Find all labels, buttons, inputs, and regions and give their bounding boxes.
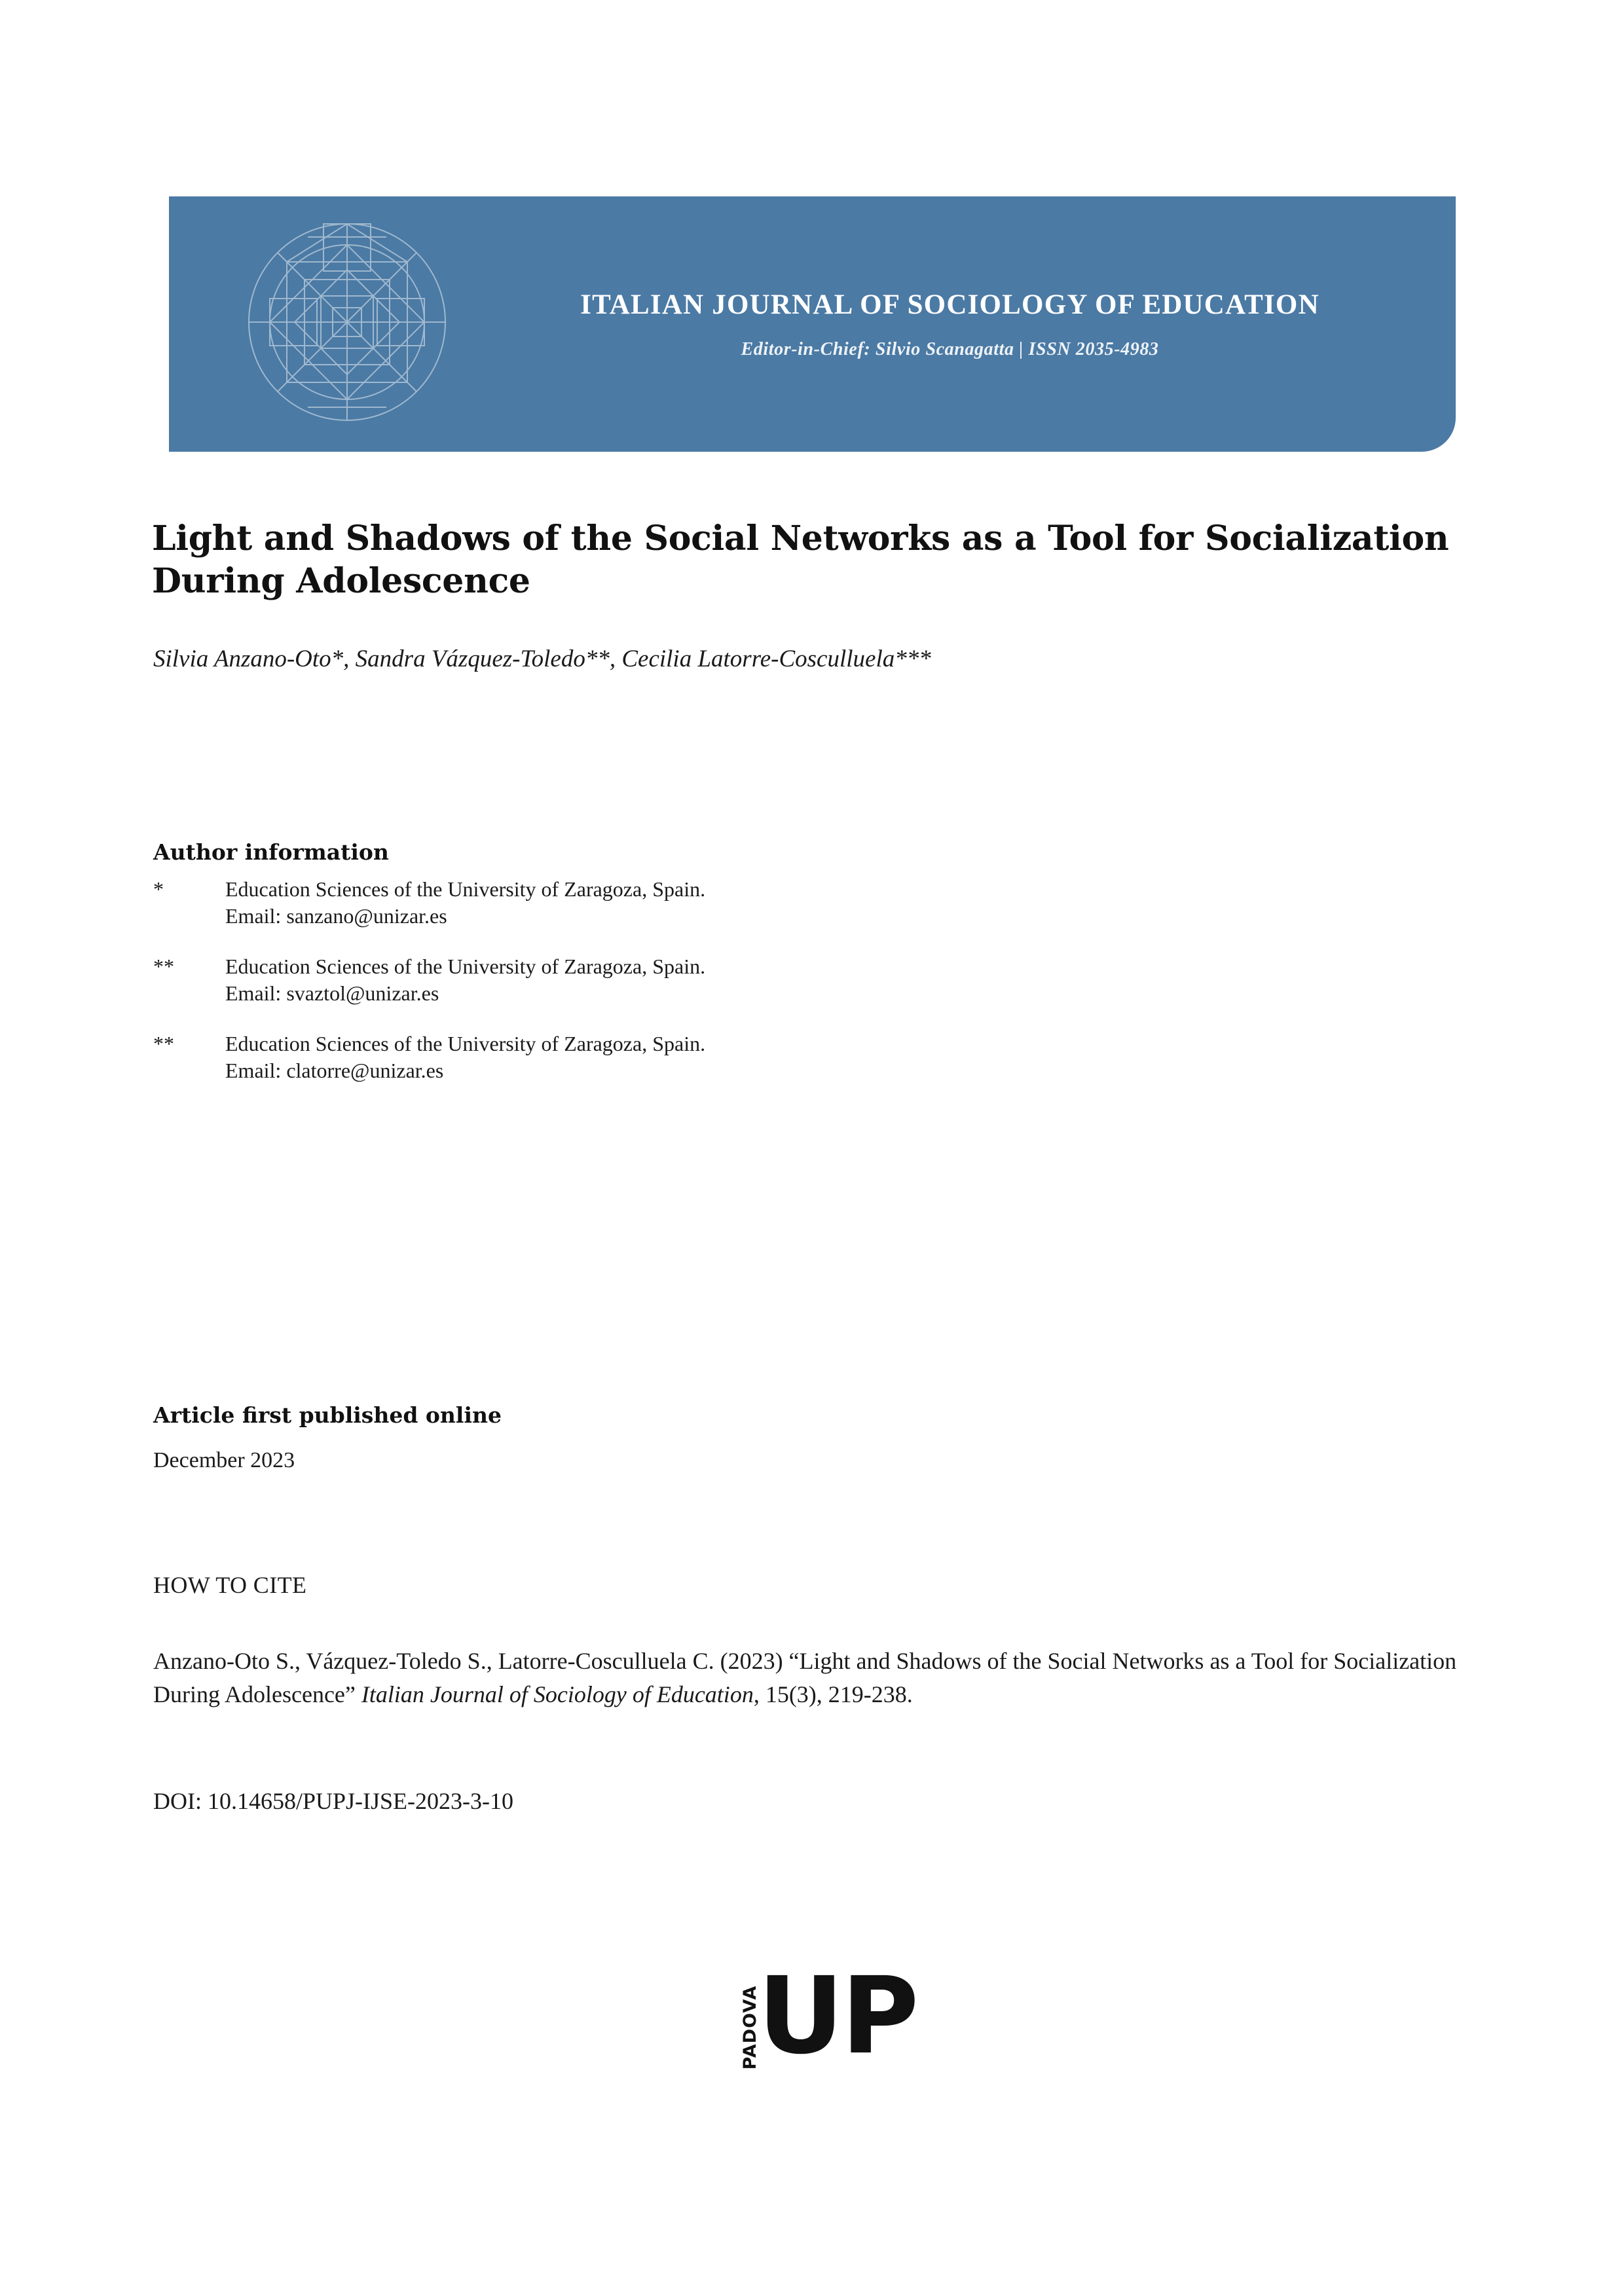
- citation-text: [153, 1645, 1469, 1711]
- how-to-cite-heading: HOW TO CITE: [153, 1572, 307, 1598]
- logo-up-text: UP: [758, 1955, 917, 2078]
- affiliation-email[interactable]: Email: svaztol@unizar.es: [225, 981, 439, 1005]
- banner-text-block: [483, 196, 1456, 452]
- affiliation-email[interactable]: Email: sanzano@unizar.es: [225, 903, 447, 928]
- citation-journal-name: Italian Journal of Sociology of Education: [361, 1681, 754, 1708]
- publisher-logo: [704, 1955, 920, 2098]
- citation-doi[interactable]: DOI: 10.14658/PUPJ-IJSE-2023-3-10: [153, 1788, 514, 1814]
- affiliation-body: [225, 1030, 705, 1084]
- citation-part-two: , 15(3), 219-238.: [753, 1681, 913, 1708]
- published-online-heading: Article first published online: [153, 1402, 502, 1428]
- affiliation-marker: **: [153, 954, 174, 978]
- list-item: [153, 876, 1332, 930]
- geometric-mandala-artwork-icon: [210, 196, 485, 452]
- published-online-date: December 2023: [153, 1448, 295, 1472]
- author-list: Silvia Anzano-Oto*, Sandra Vázquez-Toledo**, Cecilia Latorre-Cosculluela***: [153, 646, 931, 672]
- citation-part-one: Anzano-Oto S., Vázquez-Toledo S., Latorre-Cosculluela C. (2023) “Light and Shadows of the Social Networks as a Tool for Socialization During Adolescence”: [153, 1648, 1457, 1708]
- journal-title: ITALIAN JOURNAL OF SOCIOLOGY OF EDUCATION: [580, 289, 1320, 320]
- affiliation-text: Education Sciences of the University of Zaragoza, Spain.: [225, 877, 706, 901]
- affiliation-email[interactable]: Email: clatorre@unizar.es: [225, 1058, 444, 1082]
- affiliation-body: [225, 953, 705, 1007]
- journal-banner: [169, 196, 1456, 452]
- list-item: [153, 953, 1332, 1007]
- logo-padova-text: PADOVA: [739, 1985, 760, 2070]
- author-information-heading: Author information: [153, 839, 389, 865]
- page-title: Light and Shadows of the Social Networks as a Tool for Socialization During Adolescence: [152, 518, 1449, 602]
- affiliation-marker: *: [153, 877, 164, 901]
- affiliation-text: Education Sciences of the University of Zaragoza, Spain.: [225, 954, 706, 978]
- affiliation-body: [225, 876, 705, 930]
- affiliation-text: Education Sciences of the University of Zaragoza, Spain.: [225, 1031, 706, 1055]
- journal-subtitle: Editor-in-Chief: Silvio Scanagatta | ISSN 2035-4983: [741, 338, 1159, 359]
- affiliation-list: [153, 876, 1332, 1108]
- list-item: [153, 1030, 1332, 1084]
- affiliation-marker: **: [153, 1031, 174, 1055]
